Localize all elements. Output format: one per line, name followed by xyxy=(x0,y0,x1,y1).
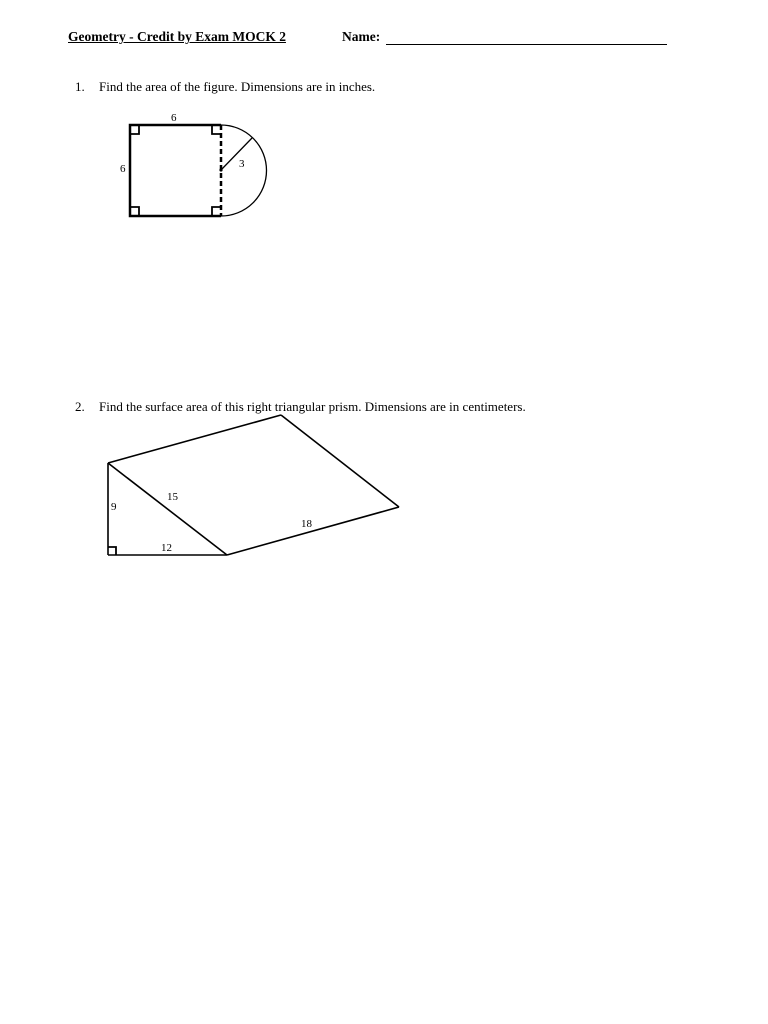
prism-right-angle-marker xyxy=(108,547,116,555)
triangular-prism-figure xyxy=(108,415,399,555)
prism-far-edge xyxy=(281,415,399,507)
right-angle-marker-br xyxy=(212,207,221,216)
semicircle-arc xyxy=(221,125,267,216)
question-2-number: 2. xyxy=(75,399,85,414)
prism-top-length-edge xyxy=(108,415,281,463)
question-1-text: Find the area of the figure. Dimensions are in inches. xyxy=(99,79,376,94)
right-angle-marker-tr xyxy=(212,125,221,134)
label-length-18: 18 xyxy=(301,518,312,530)
question-2-text: Find the surface area of this right triangular prism. Dimensions are in centimeters. xyxy=(99,399,526,414)
label-height-9: 9 xyxy=(111,501,117,513)
square-semicircle-figure xyxy=(130,125,267,216)
right-angle-marker-bl xyxy=(130,207,139,216)
label-hypotenuse-15: 15 xyxy=(167,491,178,503)
square-outline xyxy=(130,125,221,216)
right-angle-marker-tl xyxy=(130,125,139,134)
label-base-12: 12 xyxy=(161,542,172,554)
question-1-number: 1. xyxy=(75,79,85,94)
label-radius-3: 3 xyxy=(239,158,245,170)
label-side-6: 6 xyxy=(120,163,126,175)
name-label: Name: xyxy=(342,29,381,44)
label-top-6: 6 xyxy=(171,112,177,124)
radius-line xyxy=(221,138,252,170)
worksheet-title: Geometry - Credit by Exam MOCK 2 xyxy=(68,29,286,44)
prism-bottom-length-edge xyxy=(227,507,399,555)
center-point xyxy=(219,168,222,171)
